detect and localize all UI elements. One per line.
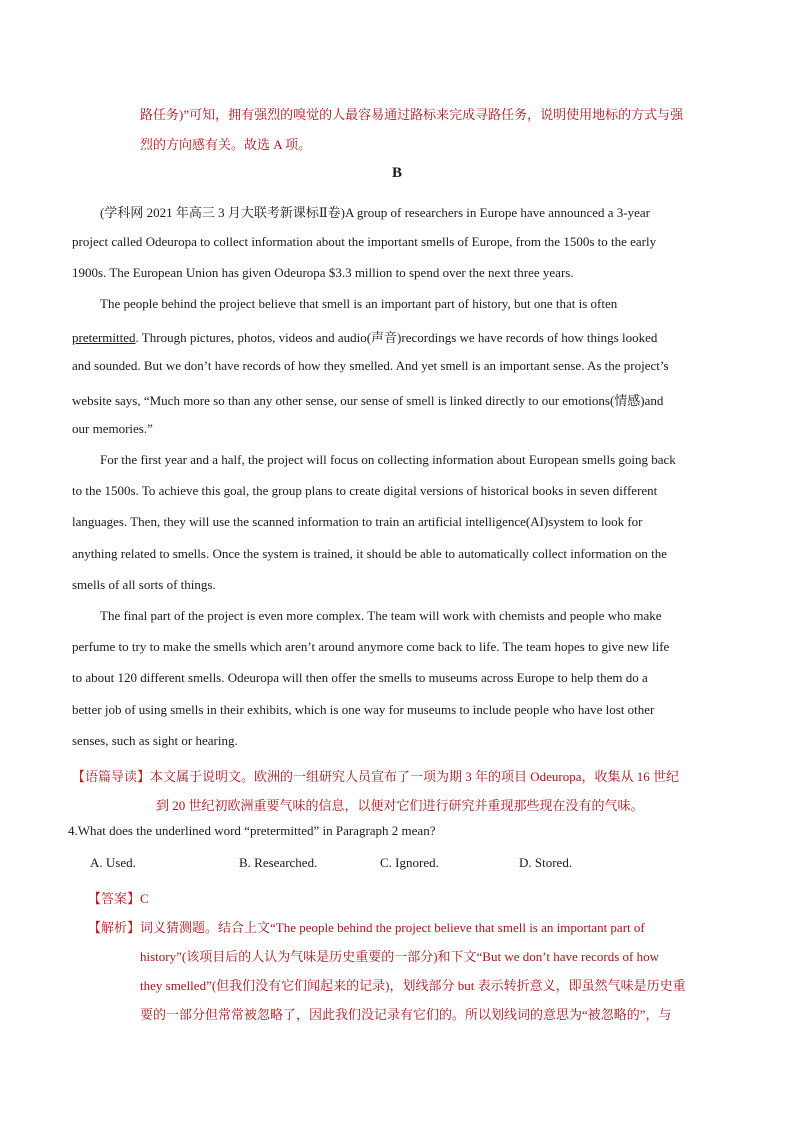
passage-p4-line-4: better job of using smells in their exhibits, which is one way for museums to include people who have lost other: [72, 702, 655, 717]
question-stem: 4.What does the underlined word “pretermitted” in Paragraph 2 mean?: [68, 823, 436, 838]
prev-analysis-line-2: 烈的方向感有关。故选 A 项。: [140, 137, 312, 152]
passage-p4-line-3: to about 120 different smells. Odeuropa will then offer the smells to museums across Europe to help them do a: [72, 670, 648, 685]
prev-analysis-line-1: 路任务)”可知，拥有强烈的嗅觉的人最容易通过路标来完成寻路任务，说明使用地标的方式与强: [140, 107, 684, 122]
answer: [88, 888, 149, 907]
passage-p2-line-4: website says, “Much more so than any other sense, our sense of smell is linked directly to our emotions(情感)and: [72, 393, 664, 408]
analysis-line-1: 词义猜测题。结合上文“The people behind the project believe that smell is an important part of: [140, 920, 645, 935]
passage-p3-line-4: anything related to smells. Once the system is trained, it should be able to automatically collect information on the: [72, 546, 667, 561]
guide-label: 【语篇导读】: [72, 769, 151, 784]
underlined-word: pretermitted: [72, 330, 136, 345]
passage-p1-line-1: (学科网 2021 年高三 3 月大联考新课标Ⅱ卷)A group of researchers in Europe have announced a 3-year: [100, 205, 650, 220]
passage-p2-line-2: [72, 327, 657, 346]
guide: [72, 766, 679, 785]
passage-p2-line-1: The people behind the project believe that smell is an important part of history, but one that is often: [100, 296, 618, 311]
passage-p1-line-2: project called Odeuropa to collect information about the important smells of Europe, from the 1500s to the early: [72, 234, 657, 249]
passage-p2-line-3: and sounded. But we don’t have records of how they smelled. And yet smell is an important sense. As the project’s: [72, 358, 669, 373]
guide-line-2: 到 20 世纪初欧洲重要气味的信息，以便对它们进行研究并重现那些现在没有的气味。: [156, 798, 644, 813]
passage-p3-line-5: smells of all sorts of things.: [72, 577, 216, 592]
passage-p3-line-1: For the first year and a half, the project will focus on collecting information about European smells going back: [100, 452, 676, 467]
analysis-line-2: history”(该项目后的人认为气味是历史重要的一部分)和下文“But we don’t have records of how: [140, 949, 659, 964]
passage-p2-line-2-rest: . Through pictures, photos, videos and audio(声音)recordings we have records of how things looked: [135, 330, 658, 345]
option-a: A. Used.: [90, 855, 136, 870]
analysis-line-3: they smelled”(但我们没有它们闻起来的记录)，划线部分 but 表示转折意义，即虽然气味是历史重: [140, 978, 686, 993]
passage-p4-line-5: senses, such as sight or hearing.: [72, 733, 238, 748]
passage-p2-line-5: our memories.”: [72, 421, 153, 436]
option-d: D. Stored.: [519, 855, 573, 870]
analysis-line-4: 要的一部分但常常被忽略了，因此我们没记录有它们的。所以划线词的意思为“被忽略的”，与: [140, 1007, 672, 1022]
passage-p3-line-3: languages. Then, they will use the scanned information to train an artificial intelligence(AI)system to look for: [72, 514, 643, 529]
analysis: [88, 917, 645, 936]
section-label: B: [391, 165, 402, 181]
answer-value: C: [140, 891, 149, 906]
guide-line-1: 本文属于说明文。欧洲的一组研究人员宣布了一项为期 3 年的项目 Odeuropa，收集从 16 世纪: [150, 769, 680, 784]
passage-p1-line-3: 1900s. The European Union has given Odeuropa $3.3 million to spend over the next three years.: [72, 265, 574, 280]
answer-label: 【答案】: [88, 891, 141, 906]
option-c: C. Ignored.: [380, 855, 439, 870]
analysis-label: 【解析】: [88, 920, 141, 935]
passage-p4-line-2: perfume to try to make the smells which aren’t around anymore come back to life. The team hopes to give new life: [72, 639, 670, 654]
passage-p4-line-1: The final part of the project is even more complex. The team will work with chemists and people who make: [100, 608, 662, 623]
passage-p3-line-2: to the 1500s. To achieve this goal, the group plans to create digital versions of historical books in seven different: [72, 483, 658, 498]
option-b: B. Researched.: [239, 855, 318, 870]
